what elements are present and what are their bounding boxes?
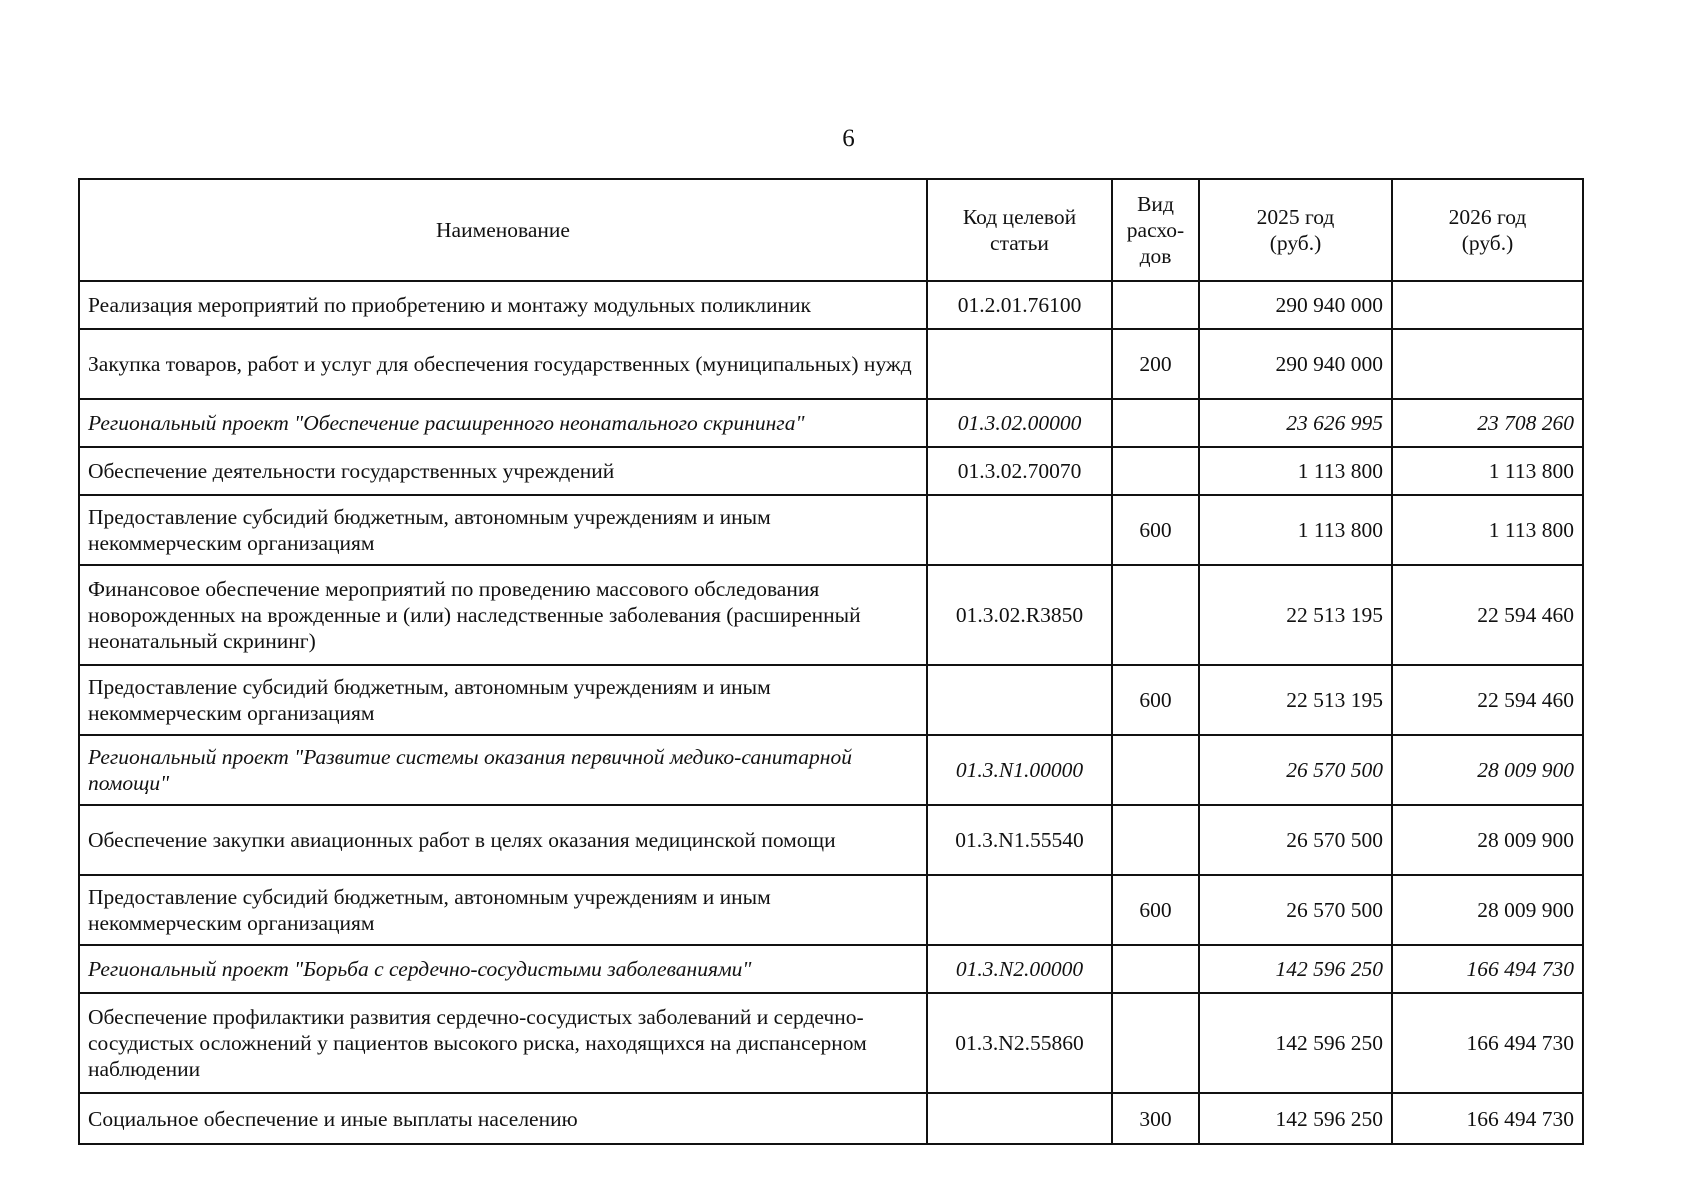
header-2025-text: 2025 год (руб.) (1256, 205, 1335, 255)
cell-2025: 26 570 500 (1199, 735, 1392, 805)
cell-name: Обеспечение профилактики развития сердечно-сосудистых заболеваний и сердечно-сосудистых осложнений у пациентов высокого риска, находящихся на диспансерном наблюдении (79, 993, 927, 1093)
cell-2025: 1 113 800 (1199, 447, 1392, 495)
table-row (79, 447, 1583, 495)
cell-2026: 28 009 900 (1392, 805, 1583, 875)
table-row (79, 399, 1583, 447)
cell-name: Предоставление субсидий бюджетным, автономным учреждениям и иным некоммерческим организациям (79, 495, 927, 565)
header-kind-text: Вид расхо-дов (1126, 192, 1185, 268)
cell-2025: 142 596 250 (1199, 945, 1392, 993)
header-kind (1112, 179, 1199, 281)
cell-name: Региональный проект "Борьба с сердечно-сосудистыми заболеваниями" (79, 945, 927, 993)
cell-kind: 600 (1112, 495, 1199, 565)
cell-code (927, 329, 1112, 399)
cell-kind: 200 (1112, 329, 1199, 399)
header-2026 (1392, 179, 1583, 281)
table-row (79, 1093, 1583, 1144)
cell-name: Финансовое обеспечение мероприятий по проведению массового обследования новорожденных на врожденные и (или) наследственные заболевания (расширенный неонатальный скрининг) (79, 565, 927, 665)
cell-2026: 166 494 730 (1392, 993, 1583, 1093)
cell-code: 01.3.02.70070 (927, 447, 1112, 495)
cell-kind (1112, 565, 1199, 665)
table-row (79, 805, 1583, 875)
cell-2025: 290 940 000 (1199, 329, 1392, 399)
cell-code (927, 875, 1112, 945)
cell-2025: 1 113 800 (1199, 495, 1392, 565)
cell-2026: 22 594 460 (1392, 665, 1583, 735)
cell-code (927, 495, 1112, 565)
header-name: Наименование (79, 179, 927, 281)
table-row (79, 735, 1583, 805)
table-row (79, 495, 1583, 565)
header-code (927, 179, 1112, 281)
cell-2025: 290 940 000 (1199, 281, 1392, 329)
cell-2026 (1392, 281, 1583, 329)
cell-code: 01.3.02.00000 (927, 399, 1112, 447)
cell-code: 01.3.N2.00000 (927, 945, 1112, 993)
cell-code: 01.2.01.76100 (927, 281, 1112, 329)
header-code-text: Код целевой статьи (962, 205, 1077, 255)
table-row (79, 329, 1583, 399)
cell-kind: 300 (1112, 1093, 1199, 1144)
cell-2026 (1392, 329, 1583, 399)
table-row (79, 281, 1583, 329)
cell-name: Предоставление субсидий бюджетным, автономным учреждениям и иным некоммерческим организациям (79, 875, 927, 945)
cell-code: 01.3.N1.55540 (927, 805, 1112, 875)
cell-2026: 28 009 900 (1392, 875, 1583, 945)
cell-2025: 26 570 500 (1199, 875, 1392, 945)
cell-name: Региональный проект "Развитие системы оказания первичной медико-санитарной помощи" (79, 735, 927, 805)
cell-2026: 1 113 800 (1392, 495, 1583, 565)
header-2026-text: 2026 год (руб.) (1448, 205, 1527, 255)
cell-kind: 600 (1112, 875, 1199, 945)
header-2025 (1199, 179, 1392, 281)
cell-code (927, 1093, 1112, 1144)
cell-code (927, 665, 1112, 735)
budget-table (78, 178, 1584, 1145)
table-row (79, 945, 1583, 993)
cell-2025: 142 596 250 (1199, 1093, 1392, 1144)
cell-code: 01.3.02.R3850 (927, 565, 1112, 665)
table-header-row (79, 179, 1583, 281)
cell-2025: 26 570 500 (1199, 805, 1392, 875)
cell-kind (1112, 399, 1199, 447)
cell-2026: 22 594 460 (1392, 565, 1583, 665)
cell-kind (1112, 945, 1199, 993)
table-row (79, 565, 1583, 665)
cell-2025: 22 513 195 (1199, 565, 1392, 665)
table-row (79, 665, 1583, 735)
cell-name: Обеспечение деятельности государственных учреждений (79, 447, 927, 495)
cell-kind (1112, 993, 1199, 1093)
cell-kind (1112, 735, 1199, 805)
cell-2026: 166 494 730 (1392, 1093, 1583, 1144)
cell-name: Закупка товаров, работ и услуг для обеспечения государственных (муниципальных) нужд (79, 329, 927, 399)
cell-2025: 23 626 995 (1199, 399, 1392, 447)
cell-2026: 28 009 900 (1392, 735, 1583, 805)
cell-name: Социальное обеспечение и иные выплаты населению (79, 1093, 927, 1144)
cell-code: 01.3.N2.55860 (927, 993, 1112, 1093)
cell-name: Региональный проект "Обеспечение расширенного неонатального скрининга" (79, 399, 927, 447)
cell-2025: 22 513 195 (1199, 665, 1392, 735)
cell-kind: 600 (1112, 665, 1199, 735)
cell-2025: 142 596 250 (1199, 993, 1392, 1093)
cell-name: Предоставление субсидий бюджетным, автономным учреждениям и иным некоммерческим организациям (79, 665, 927, 735)
page-number: 6 (842, 125, 855, 152)
cell-name: Обеспечение закупки авиационных работ в целях оказания медицинской помощи (79, 805, 927, 875)
table-row (79, 875, 1583, 945)
cell-2026: 23 708 260 (1392, 399, 1583, 447)
cell-name: Реализация мероприятий по приобретению и монтажу модульных поликлиник (79, 281, 927, 329)
cell-kind (1112, 805, 1199, 875)
cell-2026: 1 113 800 (1392, 447, 1583, 495)
cell-code: 01.3.N1.00000 (927, 735, 1112, 805)
cell-kind (1112, 447, 1199, 495)
table-row (79, 993, 1583, 1093)
cell-2026: 166 494 730 (1392, 945, 1583, 993)
cell-kind (1112, 281, 1199, 329)
